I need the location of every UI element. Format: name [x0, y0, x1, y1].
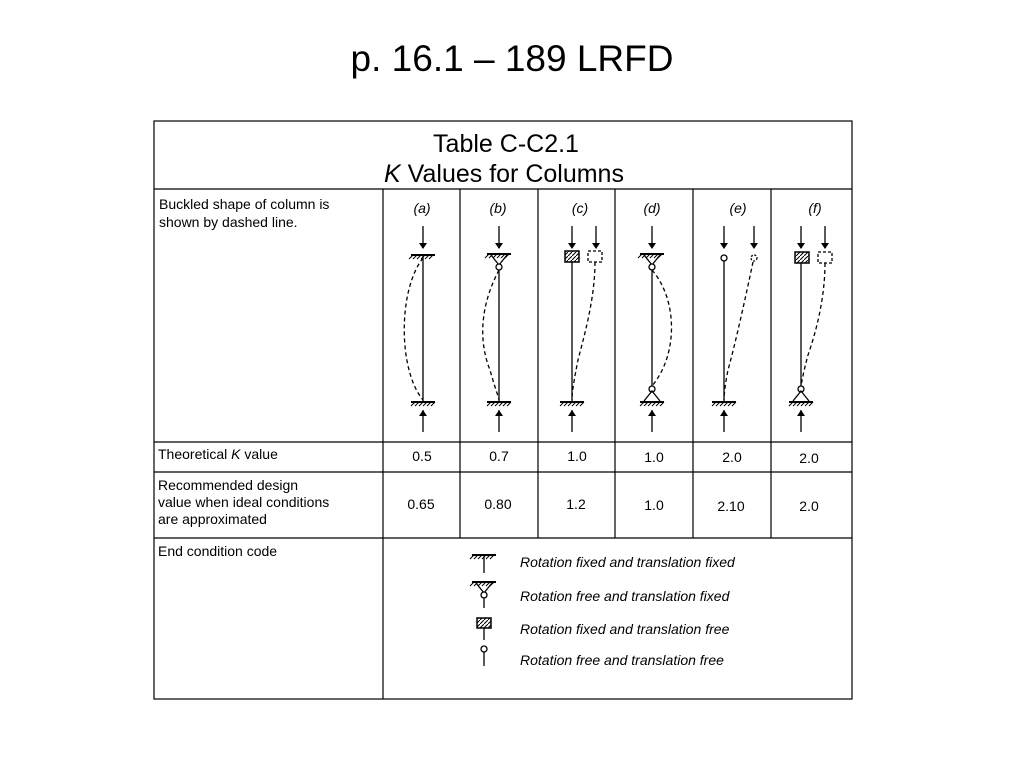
column-diagram-e	[712, 226, 758, 432]
recommended-value: 0.65	[407, 496, 435, 512]
recommended-value: 2.0	[799, 498, 819, 514]
legend-text: Rotation fixed and translation free	[520, 621, 730, 637]
recommended-value: 1.0	[644, 497, 664, 513]
column-diagram-f	[789, 226, 832, 432]
theoretical-value: 1.0	[644, 449, 664, 465]
theoretical-value: 2.0	[799, 450, 819, 466]
free-end-icon	[481, 646, 487, 666]
recommended-value: 2.10	[717, 498, 745, 514]
buckled-header-line1: Buckled shape of column is	[159, 196, 330, 212]
theoretical-value: 2.0	[722, 449, 742, 465]
recommended-header-line2: value when ideal conditions	[158, 494, 330, 510]
theoretical-value: 0.7	[489, 448, 509, 464]
legend-text: Rotation fixed and translation fixed	[520, 554, 735, 570]
theoretical-value: 1.0	[567, 448, 587, 464]
end-condition-header: End condition code	[158, 543, 278, 559]
theoretical-header: Theoretical K value	[158, 446, 278, 462]
sliding-block-icon	[477, 618, 491, 640]
fixed-support-icon	[470, 555, 496, 573]
column-label: (f)	[808, 200, 822, 216]
legend-text: Rotation free and translation free	[520, 652, 724, 668]
table-title-line1: Table C-C2.1	[433, 130, 579, 158]
column-diagram-a	[404, 226, 435, 432]
column-label: (d)	[643, 200, 661, 216]
column-label: (c)	[571, 200, 589, 216]
column-label: (b)	[489, 200, 507, 216]
column-diagram-b	[483, 226, 511, 432]
recommended-header-line1: Recommended design	[158, 477, 299, 493]
buckled-header-line2: shown by dashed line.	[159, 214, 298, 230]
column-label: (a)	[413, 200, 431, 216]
column-diagram-c	[560, 226, 602, 432]
recommended-value: 1.2	[566, 496, 586, 512]
column-label: (e)	[729, 200, 747, 216]
pinned-support-icon	[470, 582, 496, 608]
column-diagram-d	[638, 226, 672, 432]
slide-title: p. 16.1 – 189 LRFD	[350, 38, 674, 79]
recommended-header-line3: are approximated	[158, 511, 267, 527]
recommended-value: 0.80	[484, 496, 512, 512]
table-title-line2: K Values for Columns	[384, 160, 624, 188]
legend-text: Rotation free and translation fixed	[520, 588, 730, 604]
theoretical-value: 0.5	[412, 448, 432, 464]
